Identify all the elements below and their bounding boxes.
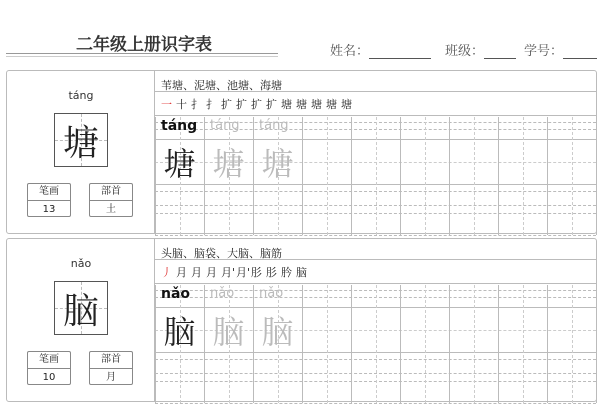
divider <box>155 259 596 260</box>
character-trace: 脑 <box>212 313 245 351</box>
grid-guide <box>425 285 426 403</box>
grid-line <box>449 117 450 235</box>
grid-line <box>351 285 352 403</box>
character-box <box>54 281 108 335</box>
grid-line <box>547 285 548 403</box>
stroke-step: 肣 <box>281 266 292 279</box>
character: 塘 <box>62 122 99 164</box>
stroke-step: 塘 <box>341 98 352 111</box>
name-field[interactable] <box>330 40 431 59</box>
character-sample: 脑 <box>163 313 196 351</box>
character: 脑 <box>62 290 99 332</box>
stroke-step: 塘 <box>296 98 307 111</box>
stroke-step: 扩 <box>251 98 262 111</box>
divider <box>155 283 596 284</box>
pinyin-trace: táng <box>210 118 240 133</box>
radical-value: 月 <box>106 372 116 383</box>
character-box <box>54 113 108 167</box>
stroke-step: 丿 <box>161 266 172 279</box>
character-sample: 塘 <box>163 145 196 183</box>
stroke-order <box>161 95 352 113</box>
stroke-step: 月' <box>236 266 251 279</box>
grid-guide <box>474 285 475 403</box>
pinyin-label: táng <box>68 89 94 102</box>
grid-line <box>498 117 499 235</box>
stroke-step: 肜 <box>266 266 277 279</box>
radical-label: 部首 <box>90 352 132 369</box>
number-blank[interactable] <box>563 44 597 59</box>
grid-guide <box>523 117 524 235</box>
class-blank[interactable] <box>484 44 516 59</box>
word-list: 头脑、脑袋、大脑、脑筋 <box>161 247 282 260</box>
name-blank[interactable] <box>369 44 431 59</box>
stroke-step: 脑 <box>296 266 307 279</box>
radical-label: 部首 <box>90 184 132 201</box>
stroke-step: 十 <box>176 98 187 111</box>
strokes-box <box>27 183 71 217</box>
grid-line <box>302 285 303 403</box>
stroke-step: 月 <box>206 266 217 279</box>
stroke-step: 月' <box>221 266 236 279</box>
character-card <box>6 238 597 402</box>
grid-line <box>351 117 352 235</box>
grid-guide <box>572 285 573 403</box>
word-list: 苇塘、泥塘、池塘、海塘 <box>161 79 282 92</box>
grid-line <box>547 117 548 235</box>
grid-line <box>498 285 499 403</box>
stroke-step: 扩 <box>221 98 232 111</box>
pinyin-trace: táng <box>259 118 289 133</box>
character-info-panel <box>7 71 155 233</box>
stroke-step: 塘 <box>281 98 292 111</box>
class-field[interactable] <box>445 40 516 59</box>
radical-value: 土 <box>106 204 116 215</box>
radical-box <box>89 351 133 385</box>
strokes-box <box>27 351 71 385</box>
number-label: 学号： <box>524 44 564 59</box>
title-underline-2 <box>6 56 278 57</box>
character-card <box>6 70 597 234</box>
grid-guide <box>572 117 573 235</box>
grid-guide <box>376 285 377 403</box>
class-label: 班级： <box>445 44 485 59</box>
stroke-step: 塘 <box>326 98 337 111</box>
practice-grid <box>155 117 596 235</box>
grid-line <box>596 285 597 403</box>
pinyin-label: nǎo <box>70 257 92 270</box>
name-label: 姓名： <box>330 44 370 59</box>
title-underline <box>6 53 278 54</box>
grid-line <box>400 117 401 235</box>
divider <box>155 91 596 92</box>
practice-grid <box>155 285 596 403</box>
grid-guide <box>327 117 328 235</box>
stroke-step: 扩 <box>236 98 247 111</box>
stroke-step: 塘 <box>311 98 322 111</box>
strokes-value: 13 <box>42 204 56 215</box>
grid-guide <box>474 117 475 235</box>
character-trace: 脑 <box>261 313 294 351</box>
strokes-label: 笔画 <box>28 352 70 369</box>
character-info-panel <box>7 239 155 401</box>
divider <box>155 115 596 116</box>
grid-guide <box>376 117 377 235</box>
stroke-order <box>161 263 307 281</box>
number-field[interactable] <box>524 40 597 59</box>
stroke-step: 肜 <box>251 266 262 279</box>
pinyin-trace: nǎo <box>210 286 235 301</box>
grid-guide <box>523 285 524 403</box>
stroke-step: 一 <box>161 98 172 111</box>
strokes-value: 10 <box>42 372 56 383</box>
page-title: 二年级上册识字表 <box>76 35 212 55</box>
grid-guide <box>425 117 426 235</box>
stroke-step: 扌 <box>206 98 217 111</box>
stroke-step: 月 <box>191 266 202 279</box>
radical-box <box>89 183 133 217</box>
grid-line <box>400 285 401 403</box>
grid-line <box>596 117 597 235</box>
stroke-step: 月 <box>176 266 187 279</box>
strokes-label: 笔画 <box>28 184 70 201</box>
stroke-step: 扩 <box>266 98 277 111</box>
pinyin-sample: nǎo <box>161 286 191 302</box>
pinyin-sample: táng <box>161 118 198 134</box>
grid-guide <box>327 285 328 403</box>
grid-line <box>449 285 450 403</box>
character-trace: 塘 <box>212 145 245 183</box>
pinyin-trace: nǎo <box>259 286 284 301</box>
grid-line <box>302 117 303 235</box>
character-trace: 塘 <box>261 145 294 183</box>
stroke-step: 扌 <box>191 98 202 111</box>
